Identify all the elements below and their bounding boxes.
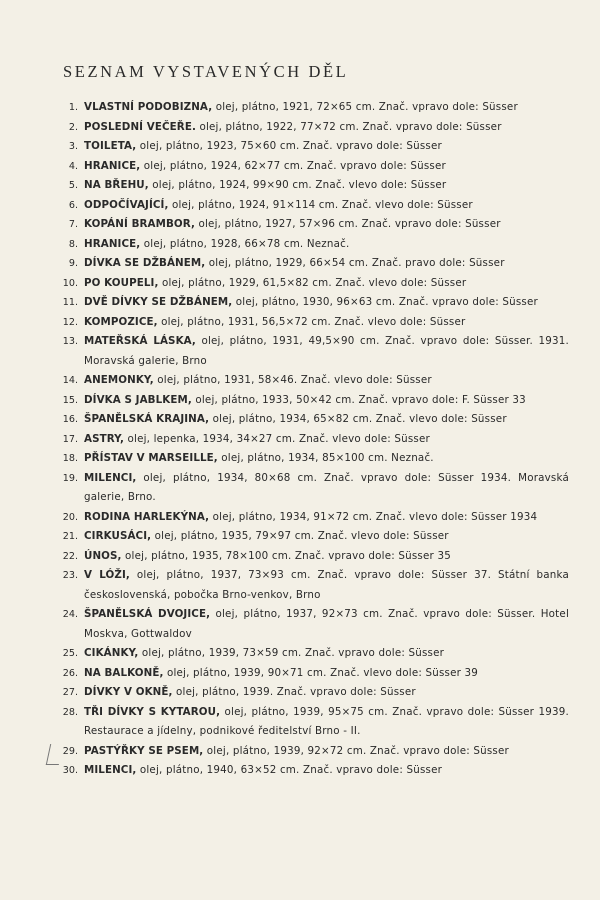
item-title: ŠPANĚLSKÁ KRAJINA,	[84, 413, 210, 425]
item-title: TŘI DÍVKY S KYTAROU,	[84, 705, 221, 718]
item-details: olej, plátno, 1929, 61,5×82 cm. Znač. vlevo dole: Süsser	[158, 276, 467, 289]
item-title: PŘÍSTAV V MARSEILLE,	[84, 452, 218, 464]
item-text	[84, 703, 569, 742]
item-number: 2.	[68, 121, 78, 133]
item-details: olej, plátno, 1934, 80×68 cm. Znač. vpravo dole: Süsser 1934. Moravská galerie, Brno.	[84, 471, 569, 503]
item-text	[84, 683, 569, 703]
item-number: 8.	[68, 238, 78, 250]
item-details: olej, plátno, 1924, 99×90 cm. Znač. vlevo dole: Süsser	[148, 179, 447, 191]
item-text	[84, 157, 569, 177]
list-item	[0, 566, 600, 605]
item-text	[84, 566, 569, 605]
item-number: 13.	[62, 336, 78, 347]
item-text	[84, 547, 569, 567]
item-text	[84, 664, 569, 684]
item-text	[84, 430, 569, 450]
item-details: olej, plátno, 1921, 72×65 cm. Znač. vpravo dole: Süsser	[212, 101, 518, 113]
item-title: NA BŘEHU,	[84, 179, 149, 191]
item-details: olej, lepenka, 1934, 34×27 cm. Znač. vlevo dole: Süsser	[124, 432, 430, 445]
item-title: MILENCI,	[84, 764, 137, 776]
item-title: ŠPANĚLSKÁ DVOJICE,	[84, 608, 211, 620]
item-title: ÚNOS,	[84, 549, 122, 562]
item-number: 19.	[62, 472, 78, 484]
item-text	[84, 469, 569, 508]
item-title: DVĚ DÍVKY SE DŽBÁNEM,	[84, 296, 233, 308]
item-details: olej, plátno, 1922, 77×72 cm. Znač. vpravo dole: Süsser	[195, 120, 502, 133]
list-item	[0, 254, 600, 274]
list-item	[0, 293, 600, 313]
item-text	[84, 449, 569, 469]
item-number: 12.	[62, 316, 78, 328]
item-details: olej, plátno, 1939, 92×72 cm. Znač. vpravo dole: Süsser	[203, 744, 509, 757]
item-number: 29.	[62, 745, 78, 757]
list-item	[0, 332, 600, 371]
item-details: olej, plátno, 1923, 75×60 cm. Znač. vpravo dole: Süsser	[136, 140, 442, 152]
item-details: olej, plátno, 1939, 95×75 cm. Znač. vpravo dole: Süsser 1939. Restaurace a jídelny, podnikové ředitelství Brno - II.	[84, 705, 569, 737]
item-title: CIRKUSÁCI,	[84, 530, 152, 542]
item-text	[84, 293, 569, 313]
item-number: 27.	[62, 687, 78, 698]
list-item	[0, 391, 600, 411]
list-item	[0, 644, 600, 664]
item-title: POSLEDNÍ VEČEŘE.	[84, 120, 196, 133]
item-number: 14.	[62, 375, 78, 386]
list-item	[0, 664, 600, 684]
item-details: olej, plátno, 1934, 91×72 cm. Znač. vlevo dole: Süsser 1934	[209, 510, 538, 523]
list-item	[0, 761, 600, 781]
item-details: olej, plátno, 1939. Znač. vpravo dole: Süsser	[172, 686, 416, 698]
item-text	[84, 410, 569, 430]
item-number: 11.	[62, 297, 78, 308]
item-text	[84, 176, 569, 196]
item-text	[84, 98, 569, 118]
item-number: 10.	[62, 277, 78, 289]
item-title: TOILETA,	[84, 140, 137, 152]
item-number: 25.	[62, 648, 78, 659]
item-title: ANEMONKY,	[84, 374, 154, 386]
item-title: CIKÁNKY,	[84, 647, 139, 659]
list-item	[0, 235, 600, 255]
item-title: KOMPOZICE,	[84, 315, 158, 328]
item-number: 23.	[62, 570, 78, 581]
item-text	[84, 527, 569, 547]
item-details: olej, plátno, 1928, 66×78 cm. Neznač.	[140, 237, 350, 250]
item-text	[84, 196, 569, 216]
item-title: VLASTNÍ PODOBIZNA,	[84, 101, 213, 113]
item-title: DÍVKA S JABLKEM,	[84, 393, 192, 406]
list-item	[0, 176, 600, 196]
item-details: olej, plátno, 1924, 91×114 cm. Znač. vlevo dole: Süsser	[168, 198, 473, 211]
item-details: olej, plátno, 1929, 66×54 cm. Znač. pravo dole: Süsser	[205, 257, 505, 269]
item-details: olej, plátno, 1939, 90×71 cm. Znač. vlevo dole: Süsser 39	[163, 666, 479, 679]
item-text	[84, 605, 569, 644]
item-number: 7.	[68, 219, 78, 230]
item-details: olej, plátno, 1934, 85×100 cm. Neznač.	[217, 452, 434, 464]
item-number: 18.	[62, 453, 78, 464]
list-item	[0, 547, 600, 567]
item-title: KOPÁNÍ BRAMBOR,	[84, 218, 195, 230]
item-number: 9.	[68, 258, 78, 269]
item-details: olej, plátno, 1940, 63×52 cm. Znač. vpravo dole: Süsser	[136, 764, 443, 776]
list-item	[0, 527, 600, 547]
item-text	[84, 137, 569, 157]
item-text	[84, 274, 569, 294]
item-text	[84, 118, 569, 138]
item-title: V LÓŽI,	[84, 569, 130, 581]
list-item	[0, 742, 600, 762]
item-title: PO KOUPELI,	[84, 276, 159, 289]
item-number: 4.	[68, 160, 78, 172]
item-number: 6.	[68, 199, 78, 211]
item-title: ASTRY,	[84, 432, 125, 445]
item-text	[84, 391, 569, 411]
item-title: PASTÝŘKY SE PSEM,	[84, 744, 204, 757]
item-text	[84, 313, 569, 333]
list-item	[0, 137, 600, 157]
list-item	[0, 274, 600, 294]
list-item	[0, 196, 600, 216]
item-number: 3.	[68, 141, 78, 152]
item-details: olej, plátno, 1931, 58×46. Znač. vlevo dole: Süsser	[153, 374, 432, 386]
item-number: 5.	[68, 180, 78, 191]
item-details: olej, plátno, 1931, 56,5×72 cm. Znač. vlevo dole: Süsser	[157, 315, 466, 328]
list-item	[0, 469, 600, 508]
item-number: 22.	[62, 550, 78, 562]
item-details: olej, plátno, 1930, 96×63 cm. Znač. vpravo dole: Süsser	[232, 296, 538, 308]
item-number: 15.	[62, 394, 78, 406]
item-title: MATEŘSKÁ LÁSKA,	[84, 335, 196, 347]
item-details: olej, plátno, 1937, 92×73 cm. Znač. vpravo dole: Süsser. Hotel Moskva, Gottwaldov	[84, 608, 570, 640]
item-title: DÍVKY V OKNĚ,	[84, 686, 173, 698]
item-number: 24.	[62, 609, 78, 620]
item-title: NA BALKONĚ,	[84, 666, 164, 679]
item-title: MILENCI,	[84, 471, 137, 484]
item-details: olej, plátno, 1927, 57×96 cm. Znač. vpravo dole: Süsser	[195, 218, 501, 230]
item-number: 21.	[62, 531, 78, 542]
list-item	[0, 683, 600, 703]
list-item	[0, 508, 600, 528]
item-text	[84, 742, 569, 762]
list-item	[0, 215, 600, 235]
list-item	[0, 313, 600, 333]
item-details: olej, plátno, 1933, 50×42 cm. Znač. vpravo dole: F. Süsser 33	[191, 393, 526, 406]
list-item	[0, 371, 600, 391]
list-item	[0, 157, 600, 177]
item-details: olej, plátno, 1935, 79×97 cm. Znač. vlevo dole: Süsser	[151, 530, 449, 542]
item-text	[84, 215, 569, 235]
item-text	[84, 254, 569, 274]
list-item	[0, 605, 600, 644]
item-details: olej, plátno, 1924, 62×77 cm. Znač. vpravo dole: Süsser	[140, 159, 446, 172]
item-number: 16.	[62, 414, 78, 425]
item-text	[84, 332, 569, 371]
item-title: ODPOČÍVAJÍCÍ,	[84, 198, 169, 211]
item-title: HRANICE,	[84, 237, 141, 250]
item-number: 30.	[62, 765, 78, 776]
item-text	[84, 761, 569, 781]
item-number: 26.	[62, 667, 78, 679]
item-details: olej, plátno, 1934, 65×82 cm. Znač. vlevo dole: Süsser	[209, 413, 507, 425]
item-text	[84, 371, 569, 391]
item-text	[84, 644, 569, 664]
item-number: 17.	[62, 433, 78, 445]
item-text	[84, 235, 569, 255]
item-text	[84, 508, 569, 528]
list-item	[0, 703, 600, 742]
list-item	[0, 118, 600, 138]
list-item	[0, 410, 600, 430]
works-list	[0, 98, 600, 781]
item-number: 28.	[62, 706, 78, 718]
item-details: olej, plátno, 1937, 73×93 cm. Znač. vpravo dole: Süsser 37. Státní banka československá, pobočka Brno-venkov, Brno	[84, 569, 569, 601]
item-title: DÍVKA SE DŽBÁNEM,	[84, 257, 206, 269]
page-title: SEZNAM VYSTAVENÝCH DĚL	[63, 62, 349, 81]
item-title: RODINA HARLEKÝNA,	[84, 510, 210, 523]
item-number: 1.	[68, 102, 78, 113]
item-details: olej, plátno, 1935, 78×100 cm. Znač. vpravo dole: Süsser 35	[121, 549, 451, 562]
list-item	[0, 98, 600, 118]
item-title: HRANICE,	[84, 159, 141, 172]
list-item	[0, 430, 600, 450]
item-details: olej, plátno, 1931, 49,5×90 cm. Znač. vpravo dole: Süsser. 1931. Moravská galerie, Brno	[84, 335, 569, 367]
list-item	[0, 449, 600, 469]
item-number: 20.	[62, 511, 78, 523]
item-details: olej, plátno, 1939, 73×59 cm. Znač. vpravo dole: Süsser	[138, 647, 445, 659]
